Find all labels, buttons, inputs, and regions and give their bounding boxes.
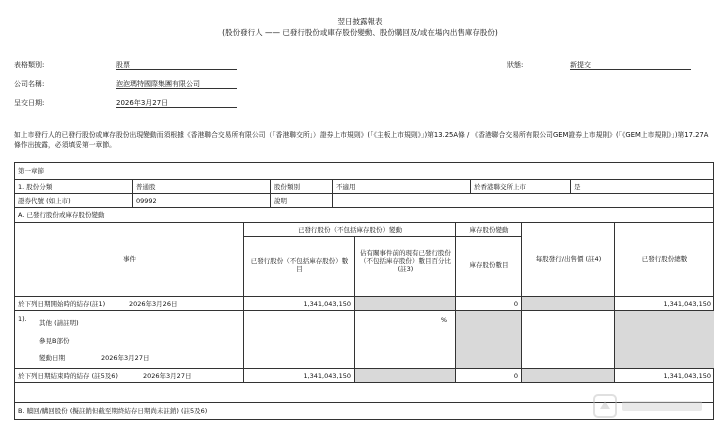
description-value-cell: [333, 194, 714, 208]
event-issued-cell: [244, 311, 355, 369]
header-price-cell: [522, 223, 615, 297]
opening-balance-label: 於下列日期開始時的結存(註1): [18, 300, 106, 308]
section-one-title-row: [15, 163, 714, 180]
share-class-label-cell: [15, 180, 133, 194]
header-issued-group-cell: [244, 223, 456, 237]
header-price: 每股發行/出售價 (註4): [535, 255, 602, 263]
submission-date-label: 呈交日期:: [14, 99, 45, 107]
watermark-logo-icon: [592, 387, 712, 427]
header-event-cell: [15, 223, 244, 297]
opening-issued-cell: [244, 297, 355, 311]
event-cell: [15, 311, 244, 369]
event-reference: 參見B部份: [39, 337, 70, 345]
share-class-value: 普通股: [136, 183, 156, 191]
share-class-label: 1. 股份分類: [18, 183, 53, 191]
status-value: 新提交: [570, 60, 691, 70]
header-pct: 佔有關事件前的現有已發行股份（不包括庫存股份）數目百分比 (註3): [360, 249, 451, 273]
closing-balance-label: 於下列日期結束時的結存 (註5及6): [18, 372, 118, 380]
event-price-cell: [522, 311, 615, 369]
share-type-label: 股份類別: [274, 183, 300, 191]
header-treasury-group-cell: [456, 223, 522, 237]
closing-price-cell-shaded: [522, 369, 615, 383]
event-pct-cell: [355, 311, 456, 369]
page-subtitle: (股份發行人 —— 已發行股份或庫存股份變動、股份購回及/或在場內出售庫存股份): [222, 28, 498, 37]
header-treasury-shares-cell: [456, 237, 522, 297]
opening-issued-value: 1,341,043,150: [303, 300, 351, 308]
opening-pct-cell-shaded: [355, 297, 456, 311]
closing-total-value: 1,341,043,150: [663, 372, 711, 380]
event-total-cell-shaded: [615, 311, 714, 369]
listed-label: 於香港聯交所上市: [474, 183, 526, 191]
part-a-title-row: [15, 208, 714, 223]
form-type-value: 股票: [116, 60, 237, 70]
listed-value: 是: [574, 183, 581, 191]
opening-total-value: 1,341,043,150: [663, 300, 711, 308]
stock-code-value-cell: [133, 194, 271, 208]
closing-issued-cell: [244, 369, 355, 383]
intro-paragraph: 如上市發行人的已發行股份或庫存股份出現變動而須根據《香港聯合交易所有限公司（「香港聯交所」）證券上市規則》(「《主板上市規則》」)第13.25A條 / 《香港聯合交易所有限公司GEM證券上市規則》(「《GEM上市規則》」)第17.27A條作出披露，必須填妥第一章節。: [14, 131, 709, 149]
header-issued-group: 已發行股份（不包括庫存股份）變動: [298, 226, 402, 234]
opening-treasury-cell: [456, 297, 522, 311]
header-treasury-shares: 庫存股份數目: [469, 261, 509, 269]
part-b-title: B. 贖回/購回股份 (擬註銷但截至期終結存日期尚未註銷) (註5及6): [18, 407, 208, 415]
company-name-label: 公司名稱:: [14, 80, 45, 88]
description-label: 說明: [274, 197, 287, 205]
header-issued-shares-cell: [244, 237, 355, 297]
closing-total-cell: [615, 369, 714, 383]
share-class-value-cell: [133, 180, 271, 194]
listed-value-cell: [571, 180, 714, 194]
page-title: 翌日披露報表: [337, 17, 383, 26]
closing-treasury-value: 0: [513, 372, 518, 380]
submission-date-value: 2026年3月27日: [116, 98, 237, 108]
stock-code-label: 證券代號 (如上市): [18, 197, 71, 205]
header-total: 已發行股份總數: [641, 255, 688, 263]
event-number: 1).: [18, 315, 27, 323]
header-event: 事件: [123, 255, 136, 263]
company-name-value: 泡泡瑪特國際集團有限公司: [116, 79, 237, 89]
part-a-title: A. 已發行股份或庫存股份變動: [18, 211, 105, 219]
opening-balance-label-cell: [15, 297, 244, 311]
event-date: 2026年3月27日: [101, 354, 150, 362]
form-type-label: 表格類別:: [14, 61, 45, 69]
share-type-value: 不適用: [336, 183, 356, 191]
event-date-label: 變動日期: [39, 354, 65, 362]
stock-code-label-cell: [15, 194, 133, 208]
event-type: 其他 (請註明): [39, 319, 79, 327]
stock-code-value: 09992: [136, 197, 157, 205]
opening-total-cell: [615, 297, 714, 311]
event-treasury-cell-shaded: [456, 311, 522, 369]
status-label: 狀態:: [507, 61, 524, 69]
section-one-table: [14, 162, 714, 420]
event-pct-sign: %: [440, 316, 447, 324]
closing-balance-date: 2026年3月27日: [143, 372, 192, 380]
header-total-cell: [615, 223, 714, 297]
closing-treasury-cell: [456, 369, 522, 383]
header-treasury-group: 庫存股份變動: [469, 226, 509, 234]
header-pct-cell: [355, 237, 456, 297]
share-type-value-cell: [333, 180, 471, 194]
closing-pct-cell-shaded: [355, 369, 456, 383]
description-label-cell: [271, 194, 333, 208]
opening-price-cell-shaded: [522, 297, 615, 311]
opening-treasury-value: 0: [513, 300, 518, 308]
share-type-label-cell: [271, 180, 333, 194]
closing-issued-value: 1,341,043,150: [303, 372, 351, 380]
closing-balance-label-cell: [15, 369, 244, 383]
listed-label-cell: [471, 180, 571, 194]
section-one-title: 第一章節: [18, 167, 44, 175]
opening-balance-date: 2026年3月26日: [129, 300, 178, 308]
header-issued-shares: 已發行股份（不包括庫存股份）數目: [250, 257, 349, 273]
